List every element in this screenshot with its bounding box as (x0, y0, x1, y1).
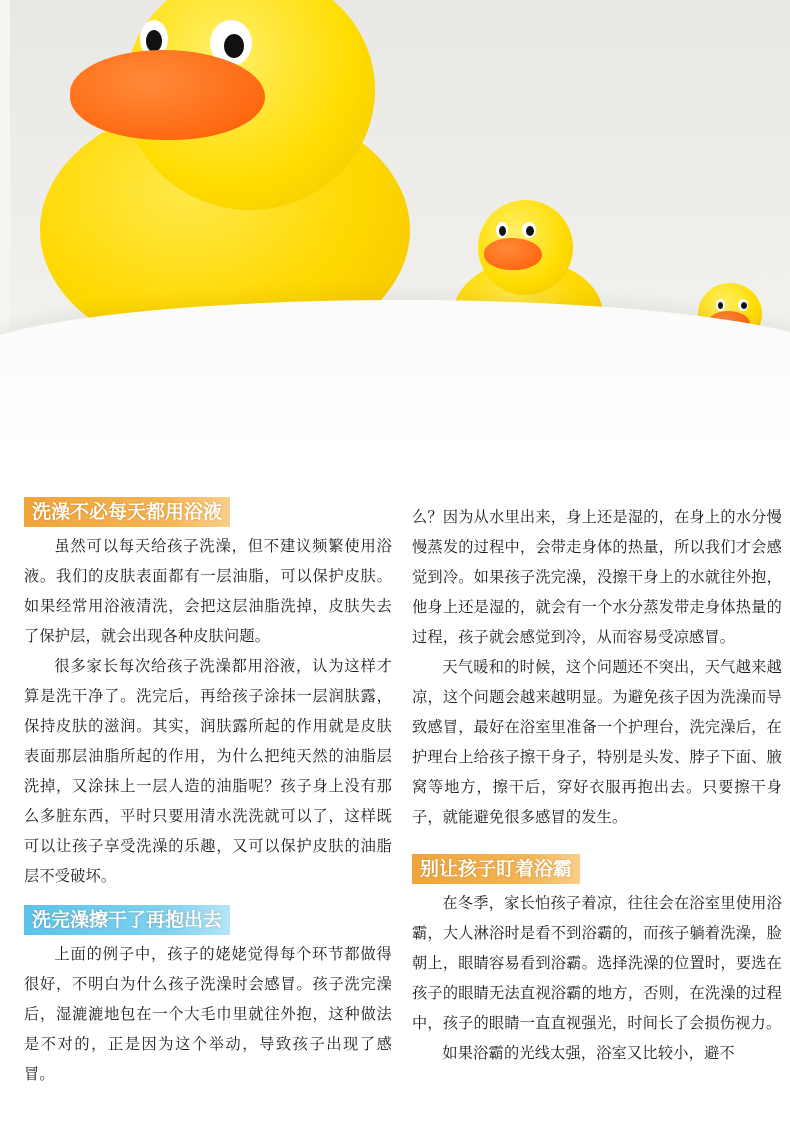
right-column (412, 502, 782, 1068)
rubber-duck-photo (0, 0, 790, 440)
paragraph: 上面的例子中，孩子的姥姥觉得每个环节都做得很好，不明白为什么孩子洗澡时会感冒。孩子洗完澡后，湿漉漉地包在一个大毛巾里就往外抱，这种做法是不对的，正是因为这个举动，导致孩子出现了感冒。 (24, 945, 392, 1083)
paragraph: 虽然可以每天给孩子洗澡，但不建议频繁使用浴液。我们的皮肤表面都有一层油脂，可以保护皮肤。如果经常用浴液清洗，会把这层油脂洗掉，皮肤失去了保护层，就会出现各种皮肤问题。 (24, 537, 392, 645)
medium-duck-beak (484, 238, 542, 270)
small-duck-eye (738, 299, 748, 311)
small-duck-pupil (741, 302, 747, 309)
paragraph-continued: 么？因为从水里出来，身上还是湿的，在身上的水分慢慢蒸发的过程中，会带走身体的热量，所以我们才会感觉到冷。如果孩子洗完澡，没擦干身上的水就往外抱，他身上还是湿的，就会有一个水分蒸发带走身体热量的过程，孩子就会感觉到冷，从而容易受凉感冒。 (412, 508, 782, 646)
small-duck-eye-left (716, 299, 725, 311)
medium-duck-pupil (526, 226, 534, 236)
small-duck-pupil-left (718, 302, 723, 309)
section-gap (24, 891, 392, 905)
section-heading-dry-off: 洗完澡擦干了再抱出去 (24, 905, 230, 935)
section-gap (412, 832, 782, 854)
paragraph: 很多家长每次给孩子洗澡都用浴液，认为这样才算是洗干净了。洗完后，再给孩子涂抹一层润肤露，保持皮肤的滋润。其实，润肤露所起的作用就是皮肤表面那层油脂所起的作用，为什么把纯天然的油脂层洗掉，又涂抹上一层人造的油脂呢？孩子身上没有那么多脏东西，平时只要用清水洗洗就可以了，这样既可以让孩子享受洗澡的乐趣，又可以保护皮肤的油脂层不受破坏。 (24, 657, 392, 885)
section-heading-heat-lamp: 别让孩子盯着浴霸 (412, 854, 580, 884)
large-duck-beak (70, 50, 265, 140)
paragraph: 天气暖和的时候，这个问题还不突出，天气越来越凉，这个问题会越来越明显。为避免孩子因为洗澡而导致感冒，最好在浴室里准备一个护理台，洗完澡后，在护理台上给孩子擦干身子，特别是头发、脖子下面、腋窝等地方，擦干后，穿好衣服再抱出去。只要擦干身子，就能避免很多感冒的发生。 (412, 658, 782, 826)
large-duck-pupil (224, 34, 244, 58)
left-column (24, 497, 392, 1089)
medium-duck-eye (522, 222, 536, 238)
medium-duck-eye-left (496, 222, 508, 238)
medium-duck-pupil-left (499, 226, 506, 236)
section-heading-body-wash: 洗澡不必每天都用浴液 (24, 497, 230, 527)
large-duck-pupil-left (146, 30, 162, 52)
bathtub-rim (0, 300, 790, 440)
paragraph: 在冬季，家长怕孩子着凉，往往会在浴室里使用浴霸，大人淋浴时是看不到浴霸的，而孩子躺着洗澡，脸朝上，眼睛容易看到浴霸。选择洗澡的位置时，要选在孩子的眼睛无法直视浴霸的地方，否则，在洗澡的过程中，孩子的眼睛一直直视强光，时间长了会损伤视力。 (412, 894, 782, 1032)
paragraph: 如果浴霸的光线太强，浴室又比较小，避不 (442, 1044, 735, 1062)
